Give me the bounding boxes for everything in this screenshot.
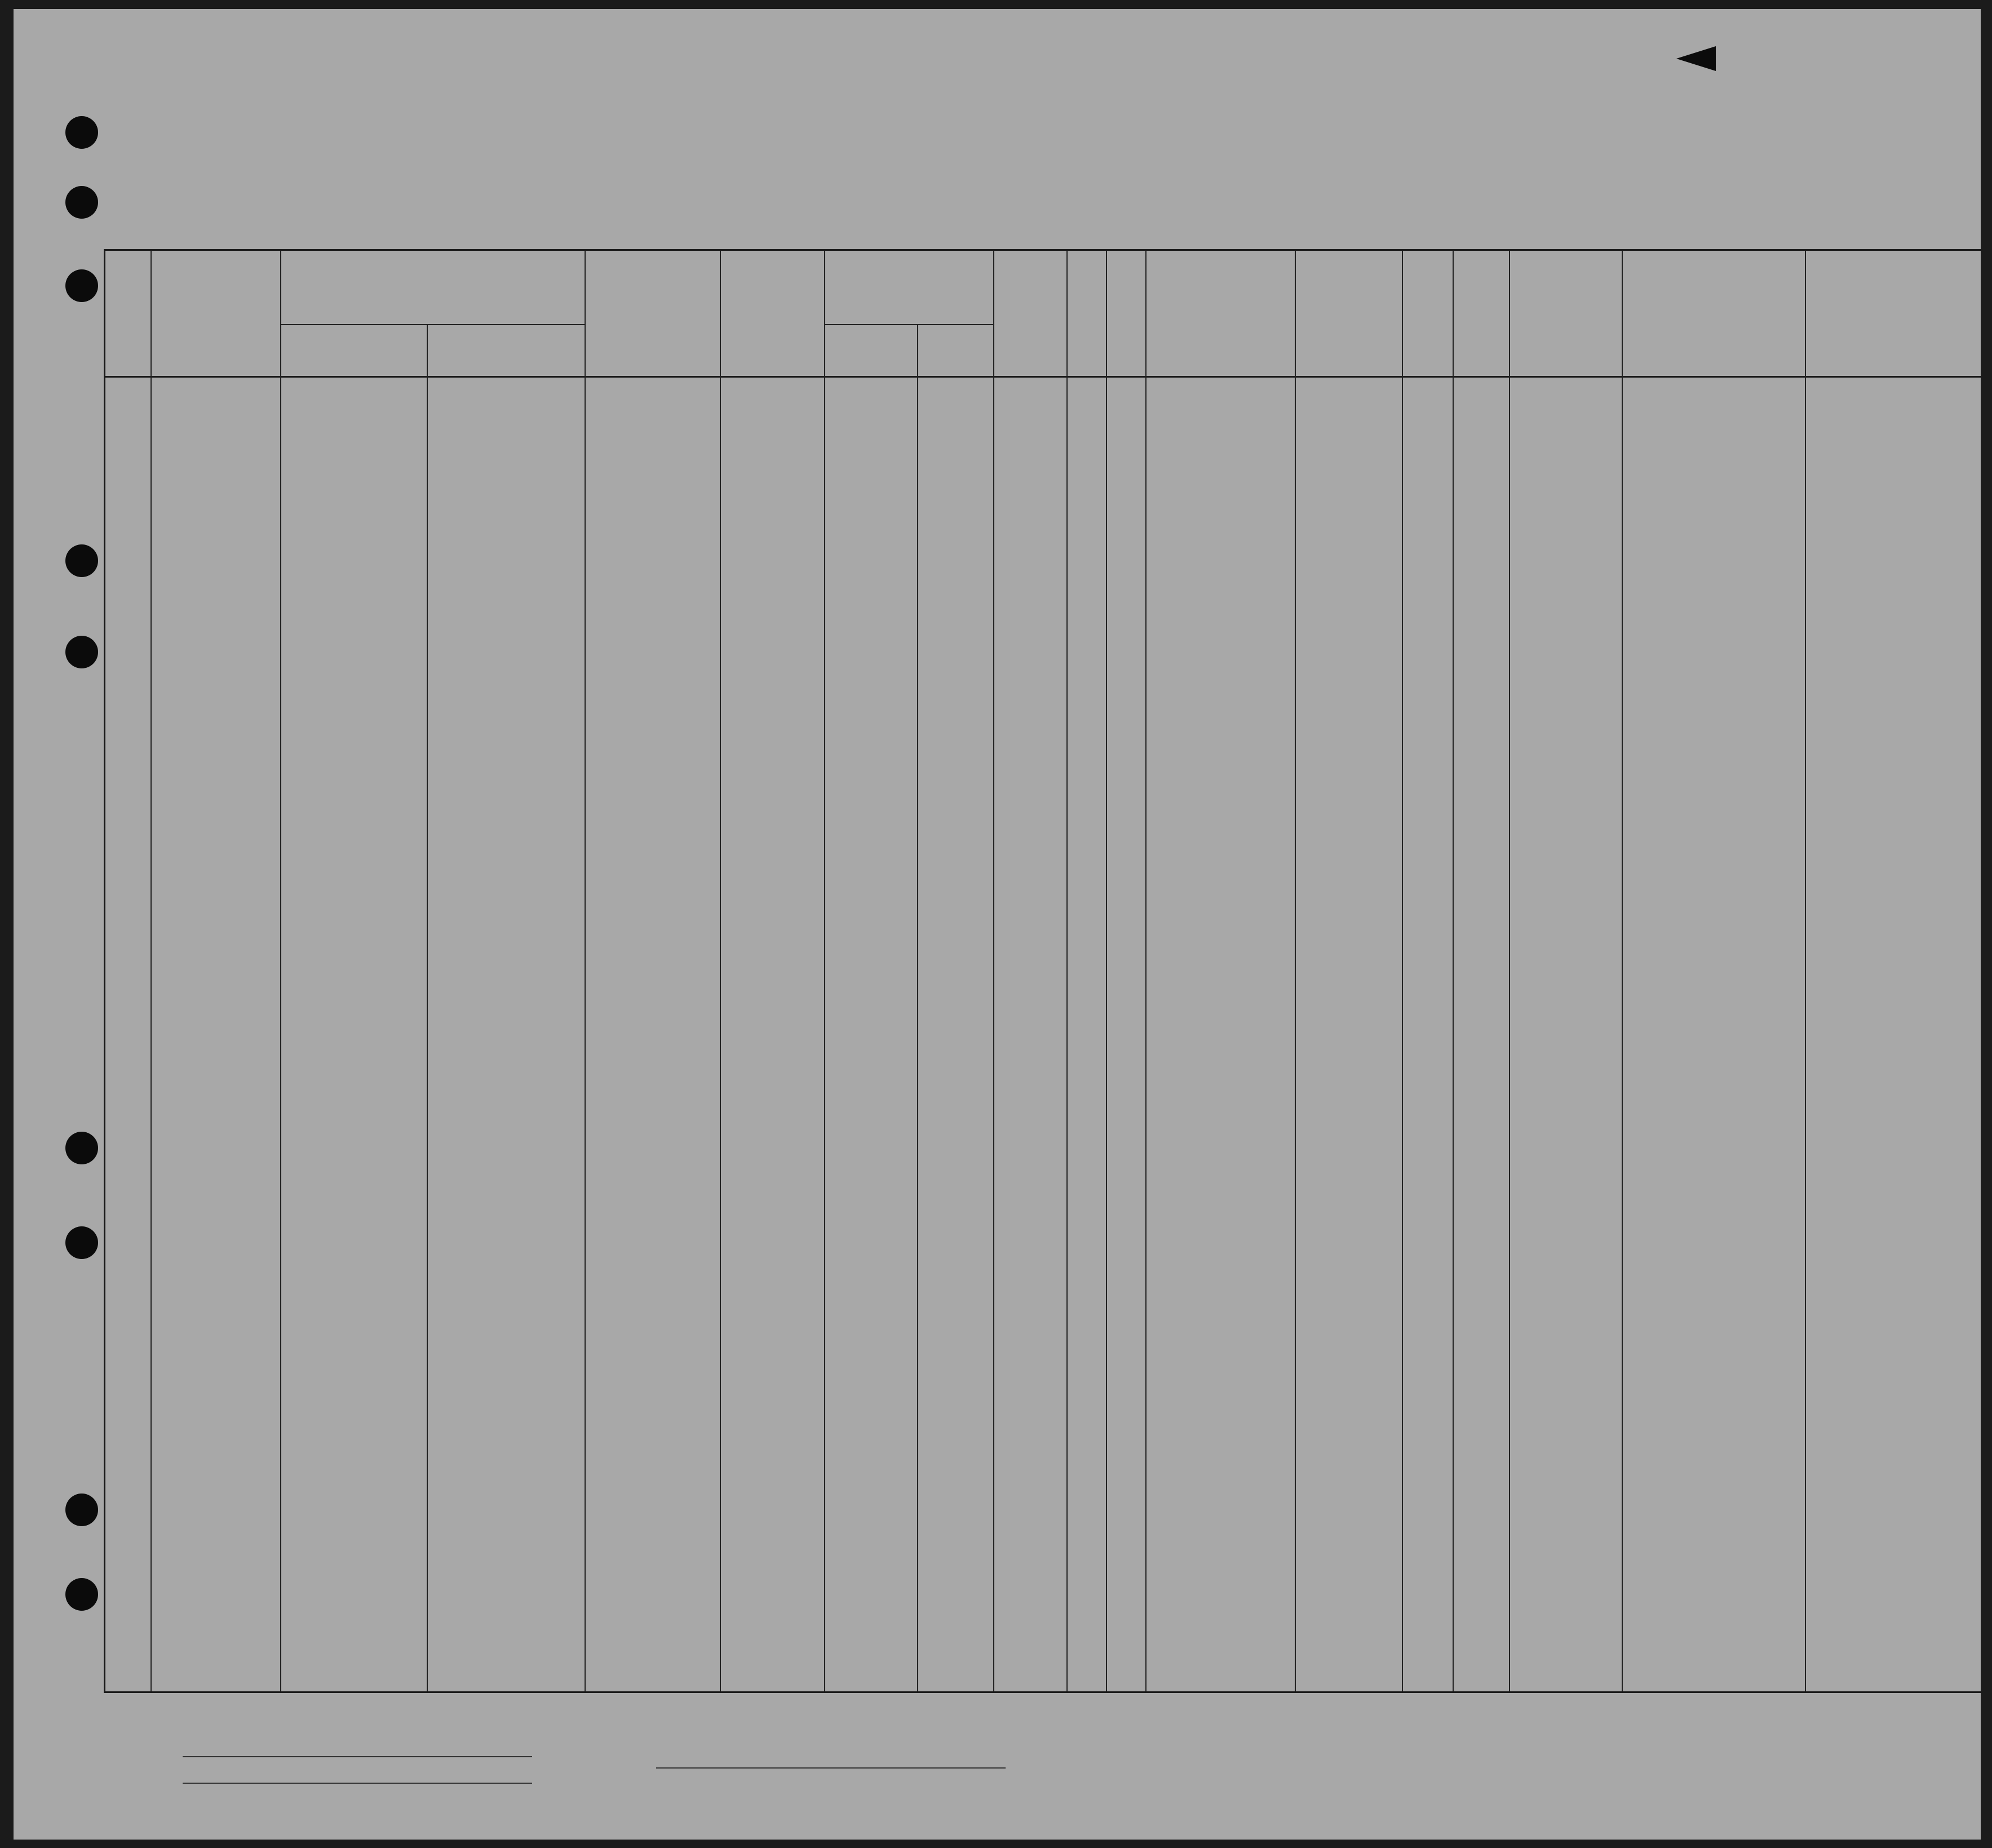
column-divider (150, 251, 152, 1691)
punch-hole (65, 1226, 98, 1259)
column-divider (1145, 251, 1146, 1691)
column-divider (427, 324, 428, 1691)
punch-hole (65, 1578, 98, 1611)
column-divider (1066, 251, 1068, 1691)
owners-signature-line (183, 1756, 532, 1757)
punch-hole (65, 636, 98, 668)
column-divider (824, 251, 825, 1691)
punch-hole (65, 186, 98, 219)
header-divider (105, 376, 1981, 378)
punch-hole (65, 1494, 98, 1526)
column-divider (720, 251, 721, 1691)
manifest-sheet (14, 9, 1981, 1840)
sheet-number (1738, 69, 1761, 91)
flag-marker-icon (1676, 46, 1716, 71)
column-divider (1106, 251, 1107, 1691)
column-divider (1453, 251, 1454, 1691)
punch-hole (65, 116, 98, 149)
punch-hole (65, 1132, 98, 1164)
crew-manifest-table (104, 249, 1981, 1693)
column-divider (993, 251, 994, 1691)
column-divider (1805, 251, 1806, 1691)
punch-hole (65, 269, 98, 302)
column-divider (585, 251, 586, 1691)
vessel-line (239, 219, 1874, 248)
agents-signature-line (183, 1783, 532, 1784)
column-divider (1509, 251, 1510, 1691)
column-divider (280, 251, 281, 1691)
punch-hole (65, 544, 98, 577)
column-divider (917, 324, 918, 1691)
column-divider (1295, 251, 1296, 1691)
group-header-divider (824, 324, 993, 325)
inspector-signature-line (656, 1767, 1006, 1769)
column-divider (1622, 251, 1623, 1691)
column-divider (1402, 251, 1403, 1691)
group-header-divider (280, 324, 585, 325)
